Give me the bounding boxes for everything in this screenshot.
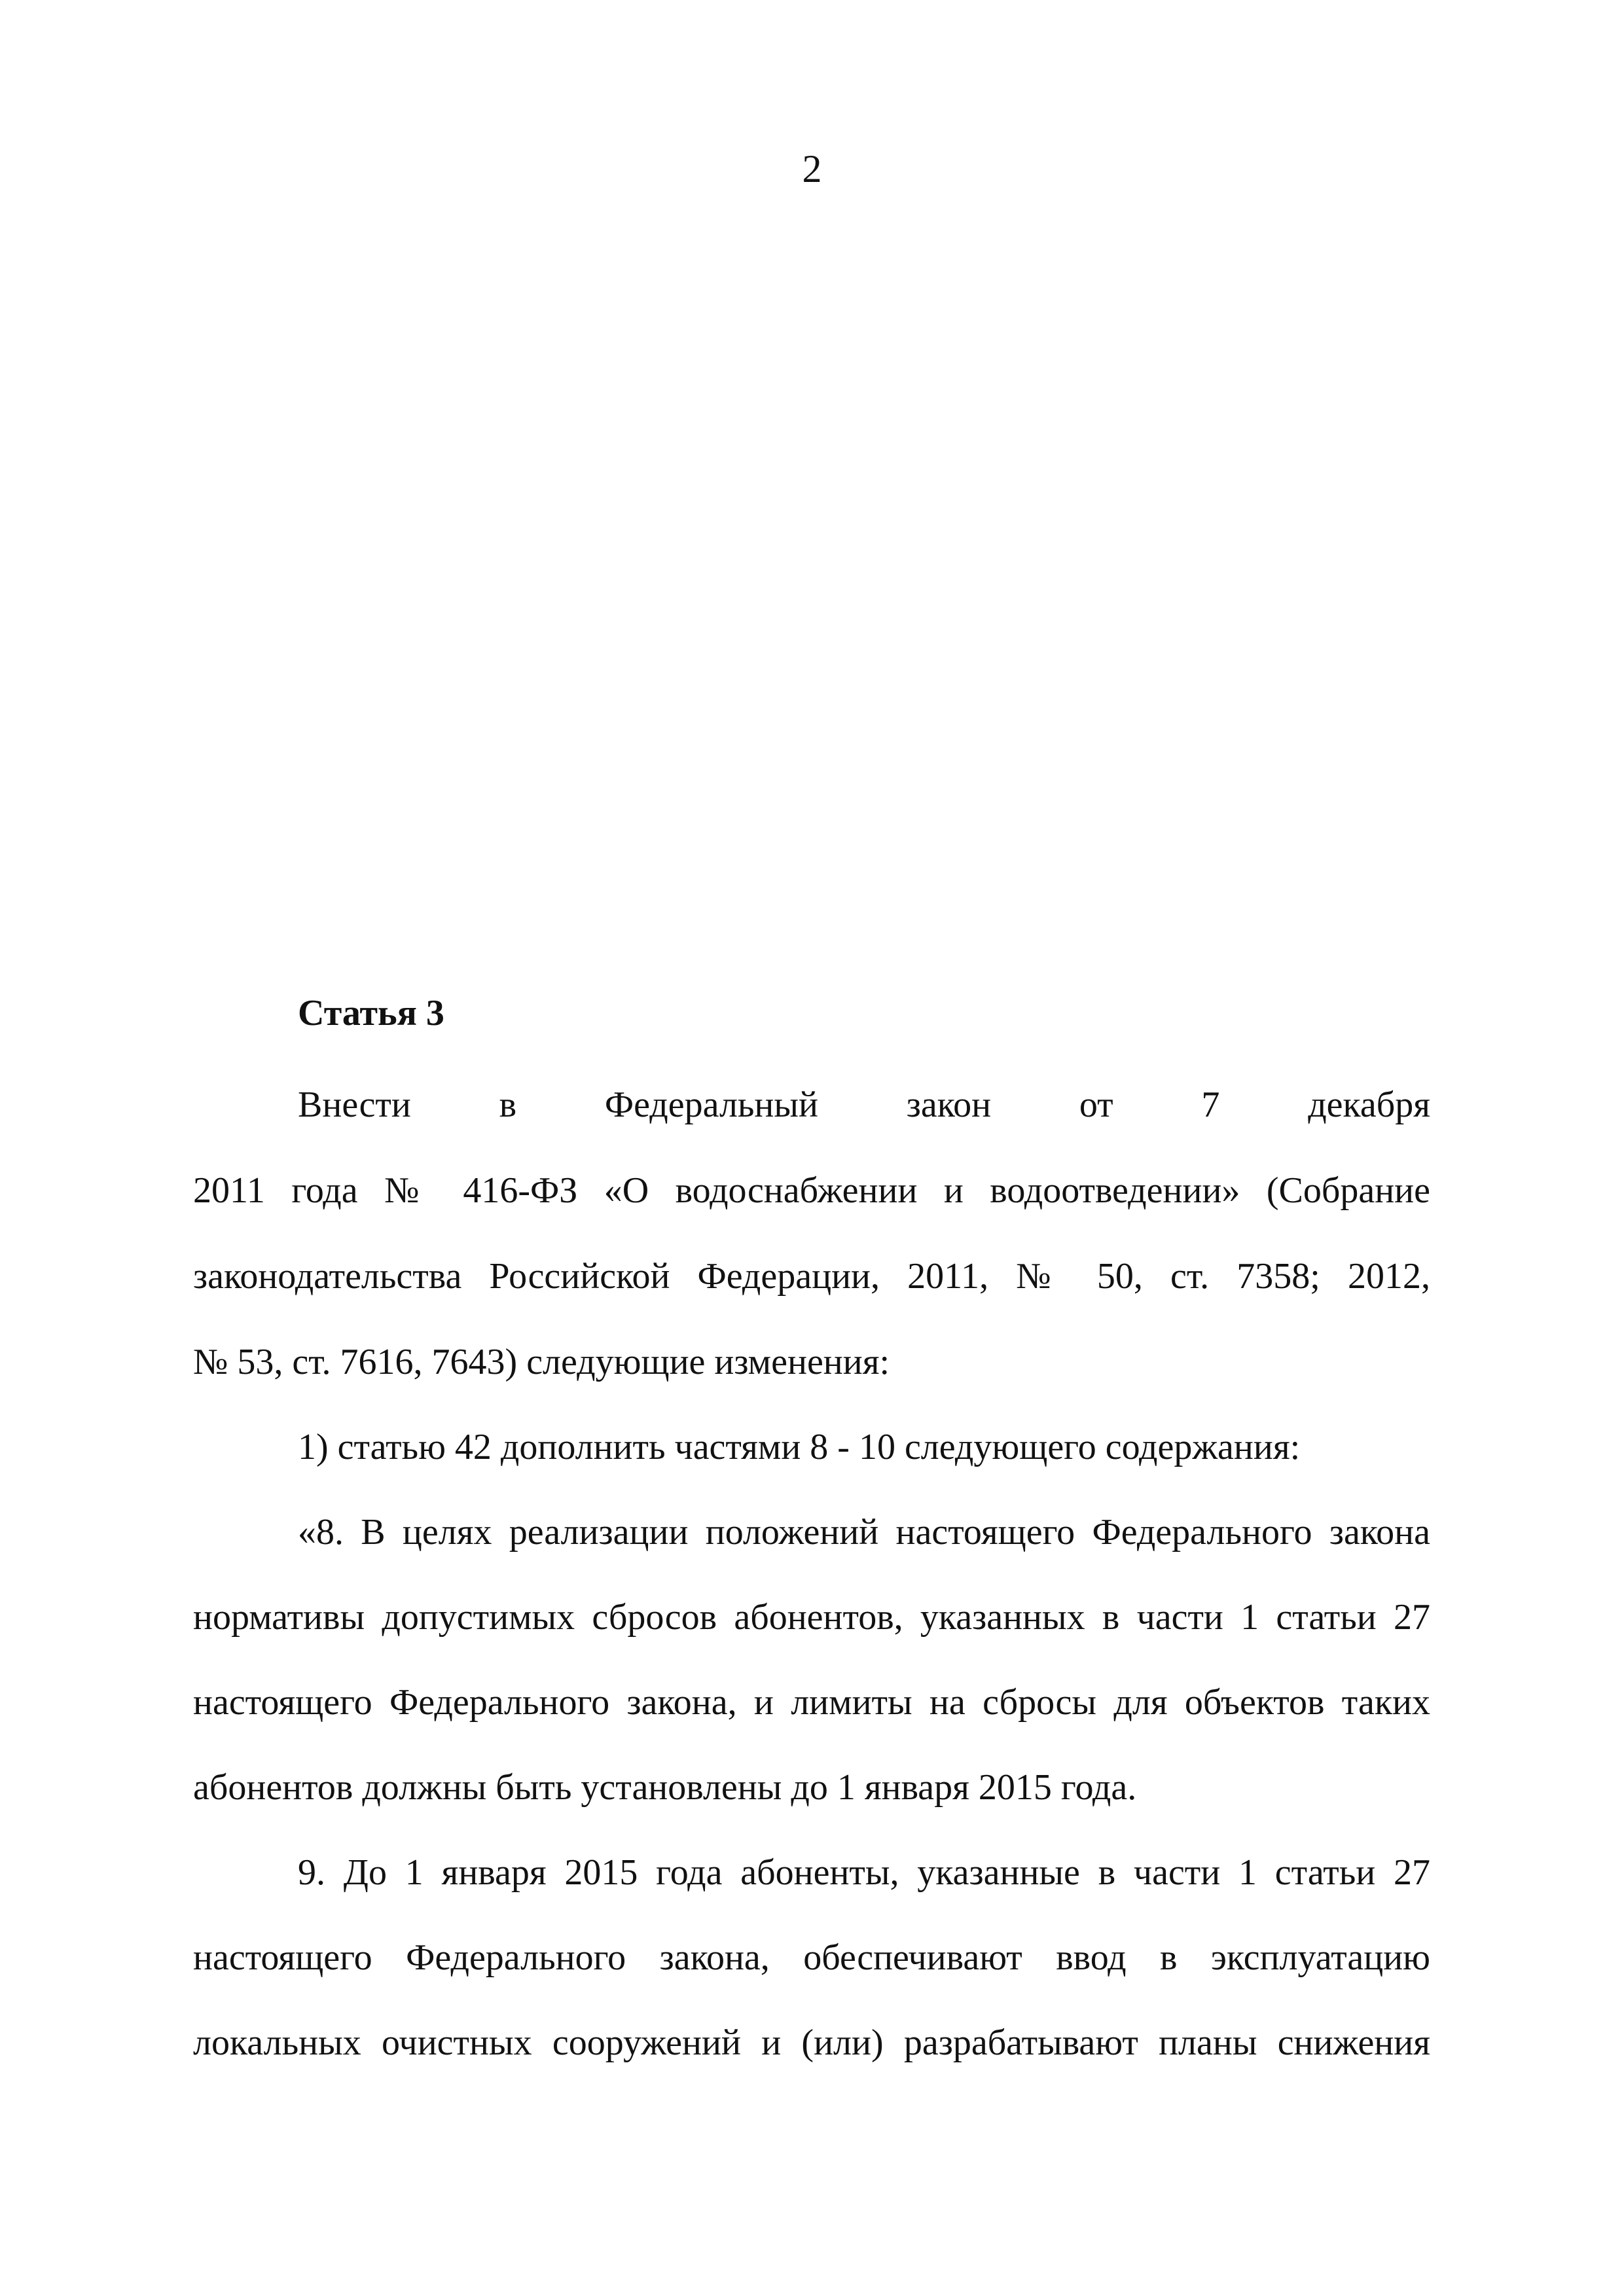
text-line: № 53, ст. 7616, 7643) следующие изменения: <box>193 1342 890 1382</box>
text-line: 2011 года № 416-ФЗ «О водоснабжении и водоотведении» (Собрание <box>193 1170 1430 1211</box>
text-line: 9. До 1 января 2015 года абоненты, указанные в части 1 статьи 27 <box>298 1852 1430 1893</box>
text-line: настоящего Федерального закона, и лимиты на сбросы для объектов таких <box>193 1682 1430 1723</box>
text-line: абонентов должны быть установлены до 1 января 2015 года. <box>193 1767 1137 1808</box>
text-line: 1) статью 42 дополнить частями 8 - 10 следующего содержания: <box>298 1427 1301 1467</box>
text-line: Внести в Федеральный закон от 7 декабря <box>298 1085 1430 1125</box>
text-line: нормативы допустимых сбросов абонентов, указанных в части 1 статьи 27 <box>193 1597 1430 1638</box>
text-line: законодательства Российской Федерации, 2011, № 50, ст. 7358; 2012, <box>193 1256 1430 1297</box>
text-line: «8. В целях реализации положений настоящего Федерального закона <box>298 1512 1430 1552</box>
page-number: 2 <box>802 147 822 190</box>
text-line: настоящего Федерального закона, обеспечивают ввод в эксплуатацию <box>193 1937 1430 1978</box>
text-line: локальных очистных сооружений и (или) разрабатывают планы снижения <box>193 2022 1430 2063</box>
article-heading: Статья 3 <box>298 993 444 1033</box>
